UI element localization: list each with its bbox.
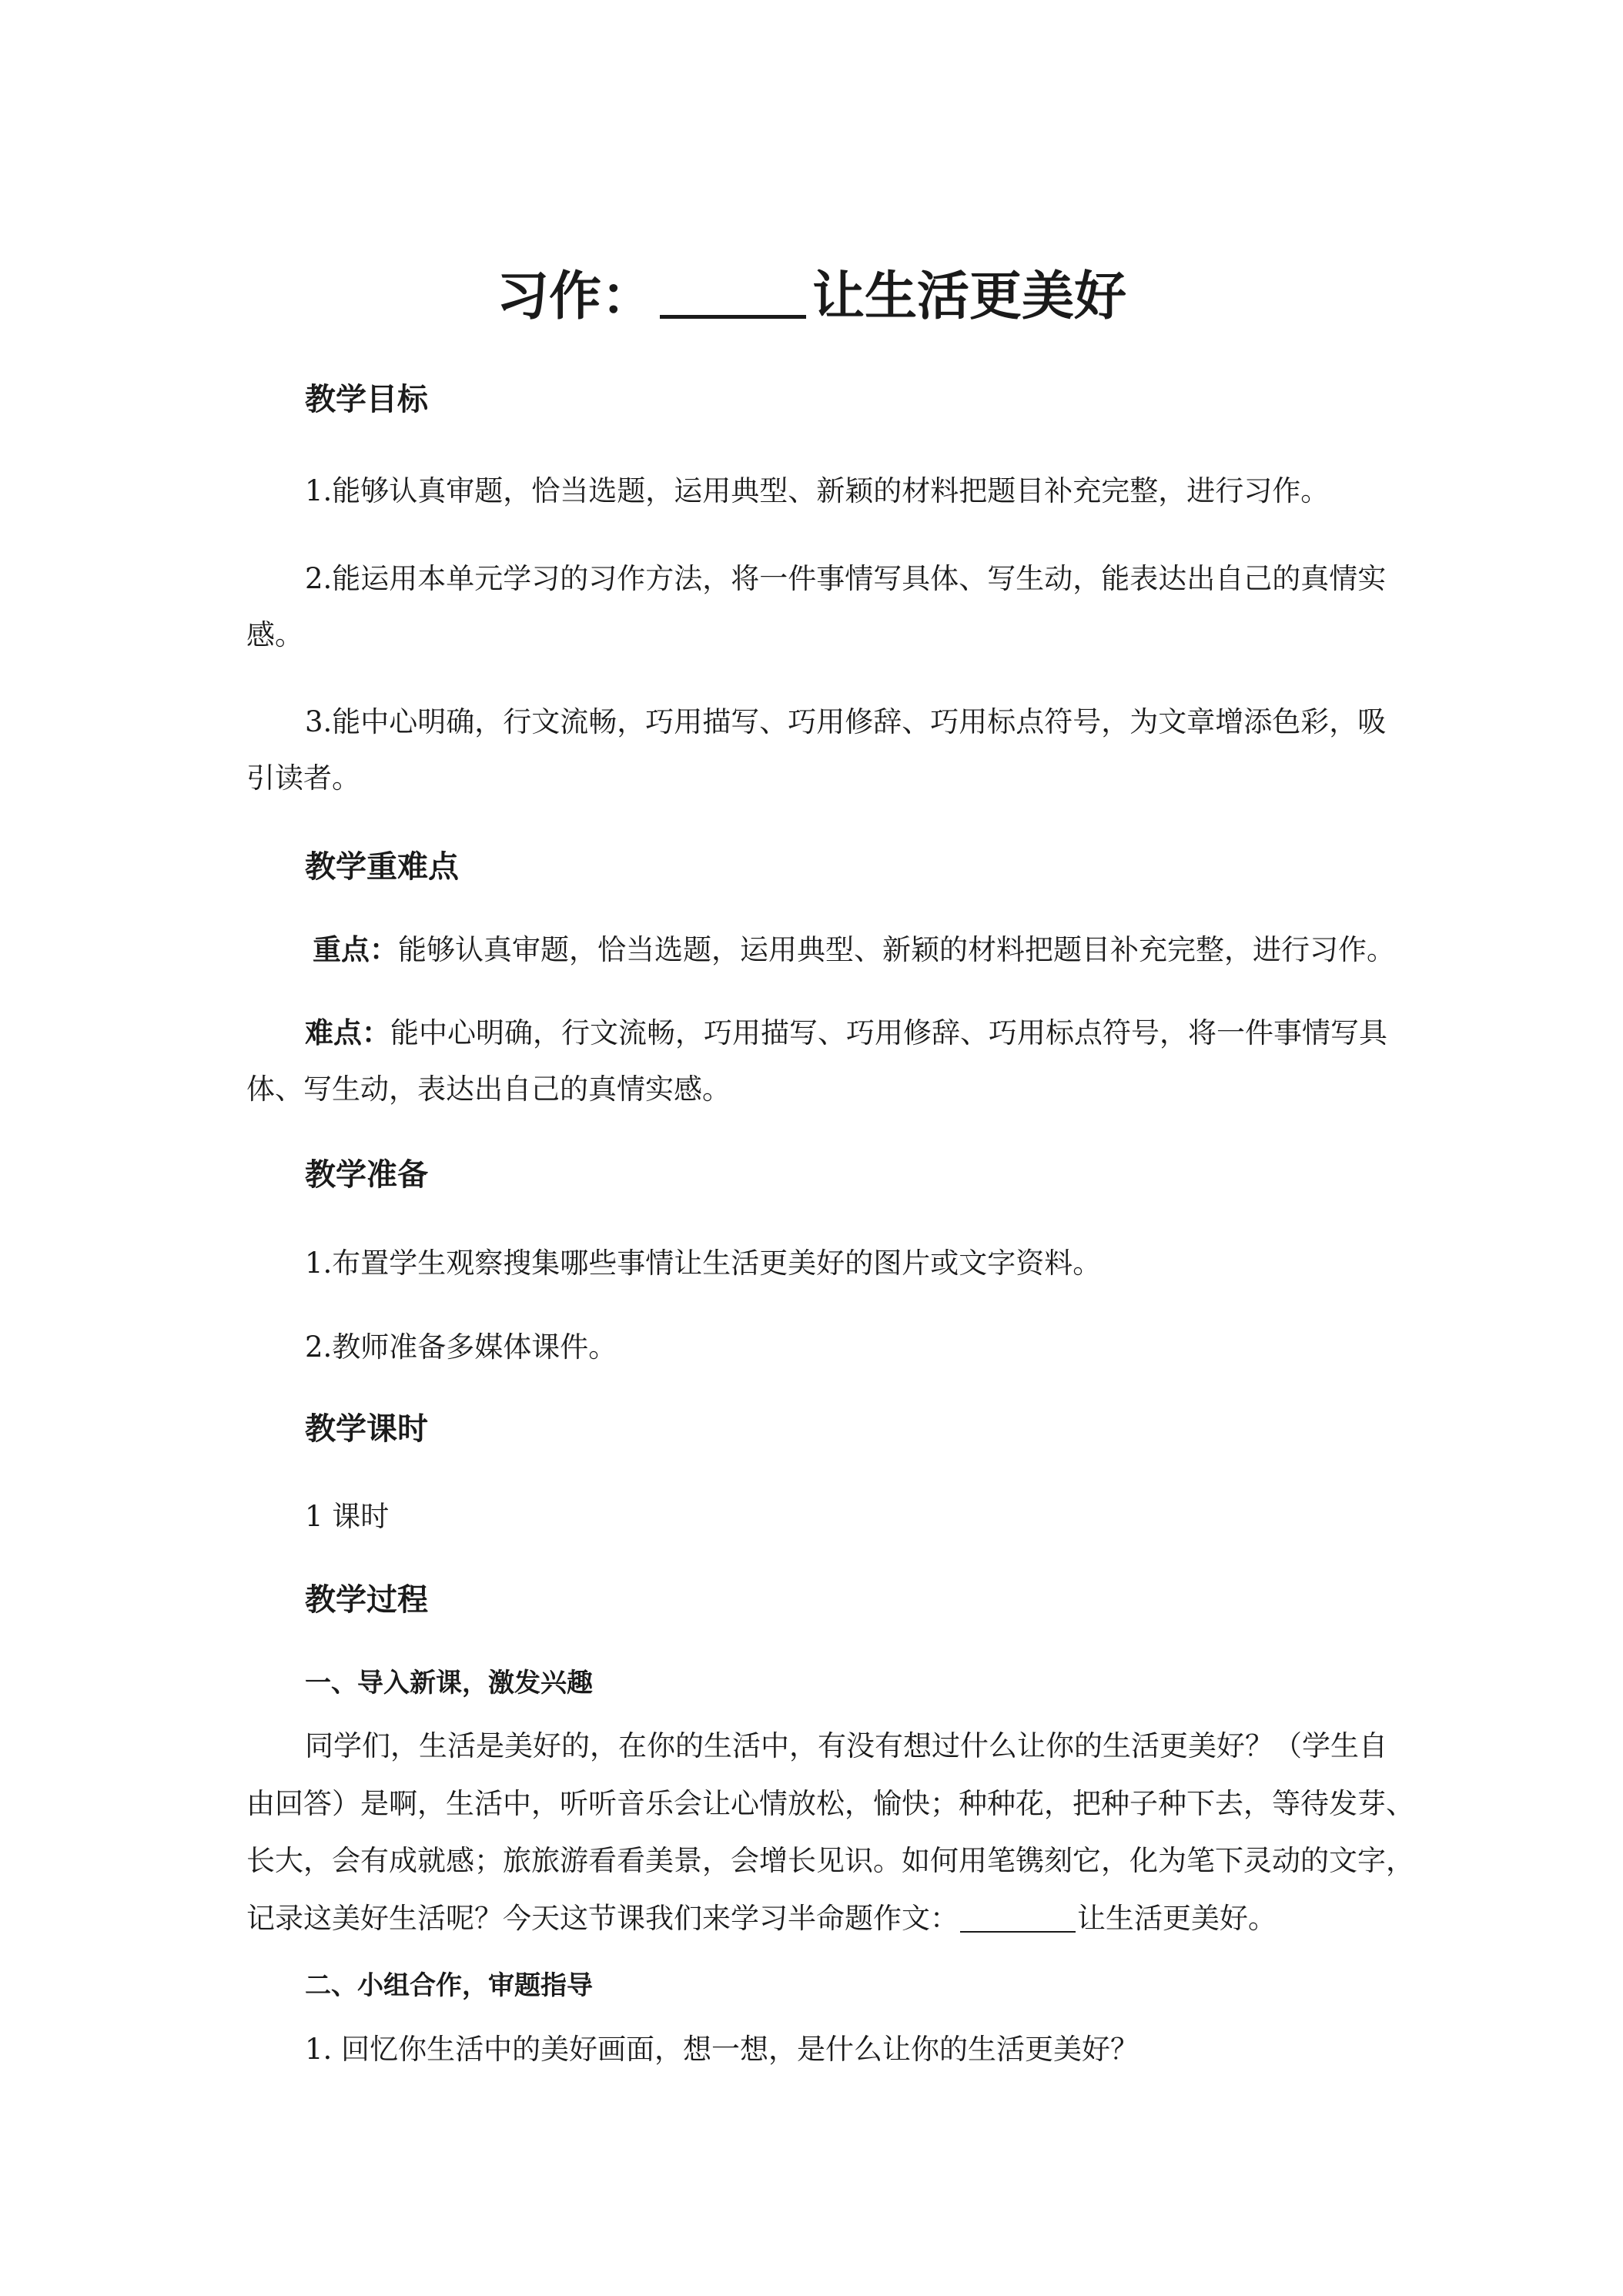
objective-item-1: 1.能够认真审题，恰当选题，运用典型、新颖的材料把题目补充完整，进行习作。 [305, 474, 1330, 507]
difficulty-label: 难点： [305, 1016, 390, 1049]
section-1-line-3: 长大，会有成就感；旅旅游看看美景，会增长见识。如何用笔镌刻它，化为笔下灵动的文字， [246, 1844, 1414, 1877]
title-blank [660, 261, 806, 319]
preparation-item-1: 1.布置学生观察搜集哪些事情让生活更美好的图片或文字资料。 [305, 1247, 1102, 1280]
section-1-line-4-suffix: 让生活更美好。 [1077, 1902, 1277, 1935]
objective-item-2-line-2: 感。 [246, 618, 303, 651]
section-1-line-4-prefix: 记录这美好生活呢？今天这节课我们来学习半命题作文： [246, 1902, 959, 1935]
objective-item-3-line-1: 3.能中心明确，行文流畅，巧用描写、巧用修辞、巧用标点符号，为文章增添色彩，吸 [305, 705, 1387, 738]
section-1-line-2: 由回答）是啊，生活中，听听音乐会让心情放松，愉快；种种花，把种子种下去，等待发芽、 [246, 1787, 1414, 1820]
objective-item-3-line-2: 引读者。 [246, 761, 360, 795]
section-1-line-4 [246, 1897, 1277, 1940]
section-2-title: 二、小组合作，审题指导 [305, 1970, 593, 2001]
objectives-heading: 教学目标 [305, 382, 428, 417]
preparation-heading: 教学准备 [305, 1157, 428, 1193]
section-2-item-1: 1. 回忆你生活中的美好画面，想一想，是什么让你的生活更美好？ [305, 2033, 1139, 2066]
preparation-item-2: 2.教师准备多媒体课件。 [305, 1330, 617, 1364]
process-heading: 教学过程 [305, 1582, 428, 1618]
periods-value: 1 课时 [305, 1500, 390, 1533]
fill-in-blank [960, 1900, 1076, 1933]
page-title [0, 260, 1623, 334]
focus-text: 能够认真审题，恰当选题，运用典型、新颖的材料把题目补充完整，进行习作。 [398, 933, 1395, 966]
section-1-line-1: 同学们，生活是美好的，在你的生活中，有没有想过什么让你的生活更美好？（学生自 [305, 1729, 1387, 1762]
difficulty-text-line-2: 体、写生动，表达出自己的真情实感。 [246, 1073, 731, 1106]
periods-heading: 教学课时 [305, 1411, 428, 1447]
key-points-heading: 教学重难点 [305, 849, 459, 885]
title-prefix: 习作： [496, 266, 654, 327]
title-suffix: 让生活更美好 [812, 266, 1127, 327]
difficulty-paragraph [305, 1012, 1387, 1055]
section-1-title: 一、导入新课，激发兴趣 [305, 1668, 593, 1699]
difficulty-text-line-1: 能中心明确，行文流畅，巧用描写、巧用修辞、巧用标点符号，将一件事情写具 [390, 1016, 1387, 1049]
objective-item-2-line-1: 2.能运用本单元学习的习作方法，将一件事情写具体、写生动，能表达出自己的真情实 [305, 562, 1387, 595]
focus-paragraph [313, 929, 1395, 972]
focus-label: 重点： [313, 933, 398, 966]
